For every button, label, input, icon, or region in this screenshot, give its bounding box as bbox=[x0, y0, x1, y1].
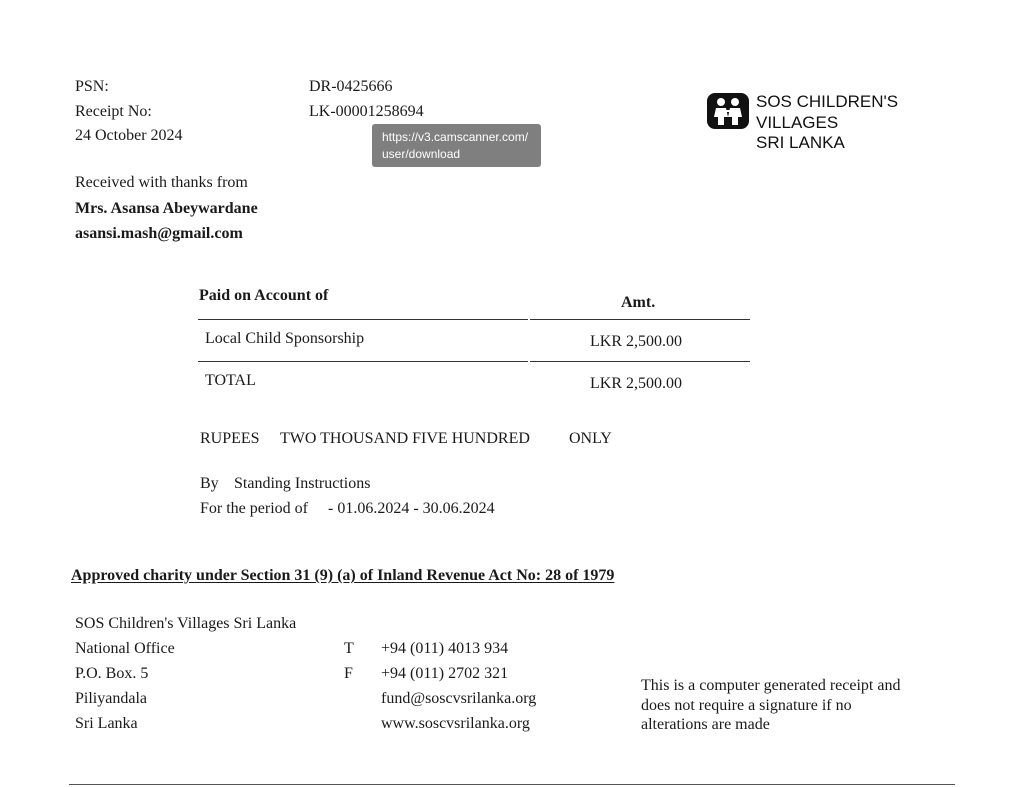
contact-email: fund@soscvsrilanka.org bbox=[381, 690, 537, 707]
tooltip-line-1: https://v3.camscanner.com/ bbox=[382, 130, 529, 144]
column-header-account: Paid on Account of bbox=[199, 287, 329, 304]
tooltip-line-2: user/download bbox=[382, 147, 461, 161]
column-header-amount: Amt. bbox=[621, 294, 656, 311]
phone-label: T bbox=[344, 640, 354, 657]
fax-label: F bbox=[344, 665, 353, 682]
table-header-divider-left bbox=[198, 319, 528, 320]
footer-address-line: SOS Children's Villages Sri Lanka bbox=[75, 615, 297, 632]
link-tooltip bbox=[372, 124, 541, 167]
footer-address-line: Piliyandala bbox=[75, 690, 147, 707]
phone-number: +94 (011) 4013 934 bbox=[381, 640, 509, 657]
payment-by-label: By bbox=[200, 475, 219, 492]
organization-logo-text bbox=[756, 92, 898, 154]
total-label: TOTAL bbox=[205, 372, 256, 389]
charity-approval-note: Approved charity under Section 31 (9) (a) of Inland Revenue Act No: 28 of 1979 bbox=[71, 567, 615, 584]
notice-line: alterations are made bbox=[641, 716, 770, 733]
donor-email: asansi.mash@gmail.com bbox=[75, 225, 243, 242]
table-row-divider-right bbox=[530, 361, 750, 362]
period-value: - 01.06.2024 - 30.06.2024 bbox=[328, 500, 495, 517]
contact-website: www.soscvsrilanka.org bbox=[381, 715, 530, 732]
bottom-divider bbox=[69, 784, 955, 785]
footer-address-line: P.O. Box. 5 bbox=[75, 665, 149, 682]
receipt-label: Receipt No: bbox=[75, 103, 152, 120]
footer-address-line: National Office bbox=[75, 640, 175, 657]
receipt-number: LK-00001258694 bbox=[309, 103, 424, 120]
total-amount: LKR 2,500.00 bbox=[590, 375, 682, 392]
table-row-divider-left bbox=[198, 361, 528, 362]
amount-words-suffix: ONLY bbox=[569, 430, 612, 447]
sos-children-icon bbox=[707, 93, 749, 129]
notice-line: does not require a signature if no bbox=[641, 696, 852, 714]
psn-value: DR-0425666 bbox=[309, 78, 393, 95]
payment-method: Standing Instructions bbox=[234, 475, 371, 492]
logo-line-2: VILLAGES bbox=[756, 112, 839, 132]
psn-label: PSN: bbox=[75, 78, 109, 95]
table-row-account: Local Child Sponsorship bbox=[205, 330, 365, 347]
received-intro: Received with thanks from bbox=[75, 174, 248, 191]
period-label: For the period of bbox=[200, 500, 308, 517]
receipt-date: 24 October 2024 bbox=[75, 127, 183, 144]
amount-words-text: TWO THOUSAND FIVE HUNDRED bbox=[280, 430, 530, 447]
logo-line-1: SOS CHILDREN'S bbox=[756, 92, 899, 111]
table-row-amount: LKR 2,500.00 bbox=[590, 333, 682, 350]
notice-line: This is a computer generated receipt and bbox=[641, 677, 901, 694]
amount-words-label: RUPEES bbox=[200, 430, 260, 447]
computer-generated-notice bbox=[641, 676, 941, 735]
donor-name: Mrs. Asansa Abeywardane bbox=[75, 200, 258, 217]
table-header-divider-right bbox=[530, 319, 750, 320]
footer-address-line: Sri Lanka bbox=[75, 715, 138, 732]
logo-line-3: SRI LANKA bbox=[756, 133, 845, 152]
fax-number: +94 (011) 2702 321 bbox=[381, 665, 509, 682]
